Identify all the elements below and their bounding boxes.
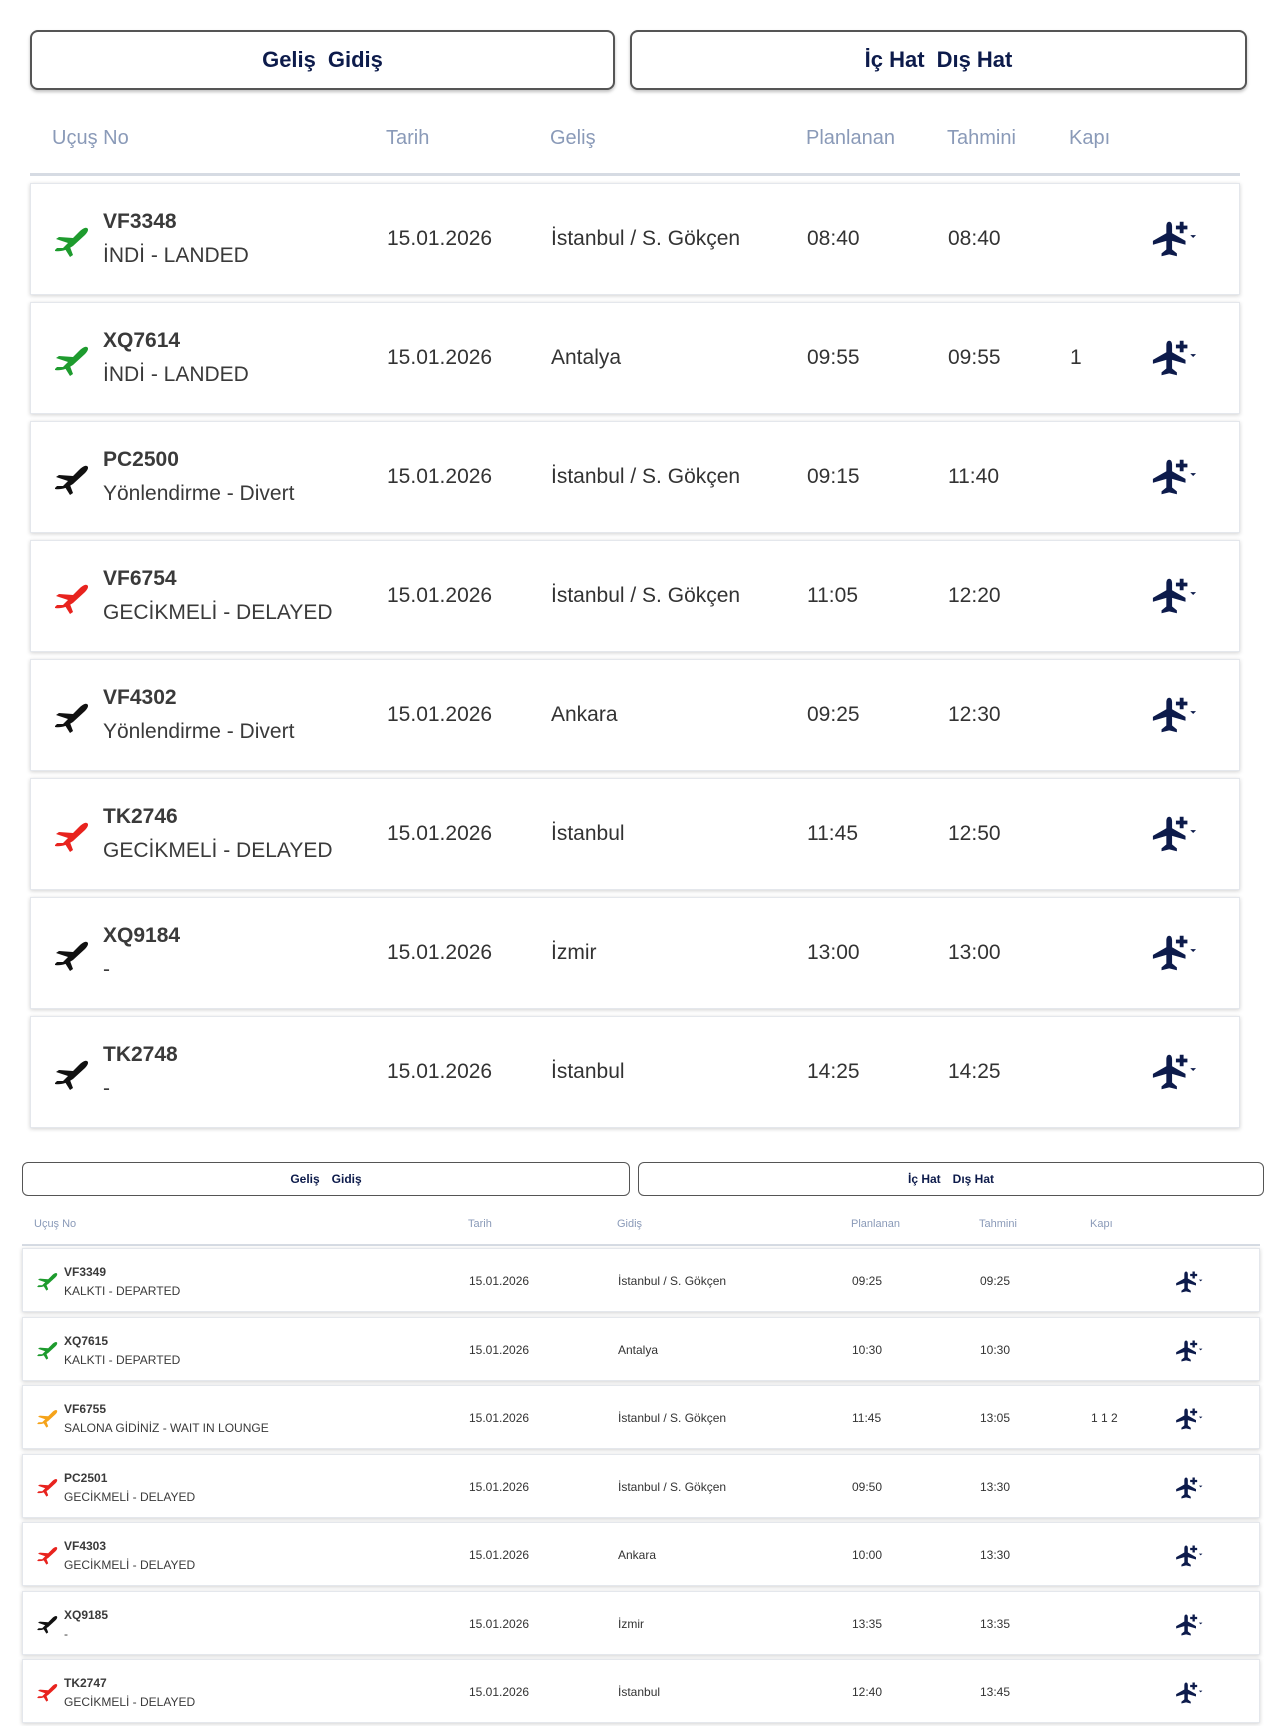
planned-time: 08:40 — [807, 227, 860, 250]
planned-time: 14:25 — [807, 1060, 860, 1083]
header-planned: Planlanan — [806, 127, 895, 149]
planned-time: 10:30 — [852, 1342, 883, 1357]
flight-status: - — [103, 1077, 110, 1100]
flight-row[interactable] — [22, 1385, 1260, 1449]
flight-number: PC2501 — [64, 1470, 108, 1485]
flight-status: İNDİ - LANDED — [103, 244, 249, 267]
table-header — [0, 127, 1280, 157]
estimated-time: 13:30 — [980, 1548, 1011, 1562]
notification-plane-icon[interactable] — [1175, 1542, 1203, 1575]
flight-city: İzmir — [618, 1616, 644, 1631]
plane-status-icon — [35, 1680, 59, 1709]
flight-status: KALKTI - DEPARTED — [64, 1284, 181, 1298]
notification-plane-icon[interactable] — [1151, 811, 1197, 862]
flight-date: 15.01.2026 — [387, 465, 493, 488]
notification-plane-icon[interactable] — [1175, 1268, 1203, 1301]
estimated-time: 11:40 — [948, 465, 999, 488]
flight-row[interactable] — [30, 1016, 1240, 1128]
flight-city: Ankara — [618, 1548, 657, 1562]
flight-date: 15.01.2026 — [387, 584, 493, 607]
flight-status: KALKTI - DEPARTED — [64, 1352, 181, 1367]
flight-number: VF4303 — [64, 1539, 107, 1553]
flight-number: XQ7614 — [103, 329, 181, 352]
header-estimated: Tahmini — [947, 127, 1016, 149]
toggle-departure[interactable]: Gidiş — [327, 47, 383, 72]
plane-status-icon — [51, 221, 91, 266]
toggle-international[interactable]: Dış Hat — [952, 1172, 995, 1186]
flight-date: 15.01.2026 — [387, 227, 493, 250]
flight-row[interactable] — [22, 1317, 1260, 1381]
flight-date: 15.01.2026 — [387, 1060, 493, 1083]
estimated-time: 09:25 — [980, 1274, 1011, 1288]
estimated-time: 14:25 — [948, 1060, 1001, 1083]
notification-plane-icon[interactable] — [1175, 1337, 1203, 1370]
flight-type-toggle — [630, 30, 1247, 90]
flight-date: 15.01.2026 — [387, 703, 493, 726]
flight-status: Yönlendirme - Divert — [103, 482, 295, 505]
flight-number: TK2746 — [103, 805, 178, 828]
plane-status-icon — [51, 459, 91, 504]
flight-date: 15.01.2026 — [387, 941, 493, 964]
planned-time: 11:05 — [807, 584, 858, 607]
flight-city: İstanbul / S. Gökçen — [551, 584, 741, 607]
table-header — [0, 1218, 1280, 1236]
planned-time: 09:25 — [852, 1274, 883, 1288]
flight-row[interactable] — [22, 1591, 1260, 1655]
flight-row[interactable] — [30, 302, 1240, 414]
plane-status-icon — [35, 1338, 59, 1367]
flight-city: İstanbul / S. Gökçen — [618, 1411, 727, 1425]
notification-plane-icon[interactable] — [1151, 216, 1197, 267]
flight-date: 15.01.2026 — [469, 1616, 530, 1631]
planned-time: 11:45 — [807, 822, 858, 845]
flight-date: 15.01.2026 — [469, 1548, 530, 1562]
plane-status-icon — [51, 340, 91, 385]
notification-plane-icon[interactable] — [1175, 1405, 1203, 1438]
flight-status: - — [103, 958, 110, 981]
flight-city: İstanbul / S. Gökçen — [551, 227, 741, 250]
estimated-time: 10:30 — [980, 1342, 1011, 1357]
header-divider — [22, 1244, 1260, 1246]
header-estimated: Tahmini — [979, 1218, 1017, 1230]
direction-toggle — [30, 30, 615, 90]
notification-plane-icon[interactable] — [1175, 1474, 1203, 1507]
flight-date: 15.01.2026 — [469, 1274, 530, 1288]
flight-number: TK2747 — [64, 1676, 107, 1690]
plane-status-icon — [51, 1054, 91, 1099]
toggle-international[interactable]: Dış Hat — [936, 47, 1013, 72]
flight-status: GECİKMELİ - DELAYED — [103, 839, 333, 862]
flight-type-toggle — [638, 1162, 1264, 1196]
toggle-domestic[interactable]: İç Hat — [907, 1172, 941, 1186]
estimated-time: 08:40 — [948, 227, 1001, 250]
flight-date: 15.01.2026 — [469, 1685, 530, 1699]
flight-row[interactable] — [30, 659, 1240, 771]
estimated-time: 12:20 — [948, 584, 1001, 607]
flight-city: İstanbul — [618, 1685, 661, 1699]
estimated-time: 12:50 — [948, 822, 1001, 845]
direction-toggle — [22, 1162, 630, 1196]
estimated-time: 13:00 — [948, 941, 1001, 964]
notification-plane-icon[interactable] — [1151, 335, 1197, 386]
flight-city: Antalya — [551, 346, 622, 369]
header-gate: Kapı — [1069, 127, 1111, 149]
planned-time: 09:50 — [852, 1479, 883, 1494]
flight-row[interactable] — [22, 1454, 1260, 1518]
flight-row[interactable] — [30, 897, 1240, 1009]
flight-row[interactable] — [30, 421, 1240, 533]
flight-status: GECİKMELİ - DELAYED — [64, 1558, 196, 1572]
flight-number: VF3349 — [64, 1265, 107, 1279]
estimated-time: 13:45 — [980, 1685, 1011, 1699]
flight-status: - — [64, 1626, 68, 1641]
planned-time: 09:25 — [807, 703, 860, 726]
planned-time: 10:00 — [852, 1548, 883, 1562]
plane-status-icon — [35, 1269, 59, 1298]
notification-plane-icon[interactable] — [1175, 1611, 1203, 1644]
toggle-departure[interactable]: Gidiş — [331, 1172, 362, 1186]
estimated-time: 09:55 — [948, 346, 1001, 369]
toggle-arrival[interactable]: Geliş — [262, 47, 316, 72]
plane-status-icon — [51, 935, 91, 980]
flight-row[interactable] — [30, 778, 1240, 890]
flight-row[interactable] — [22, 1248, 1260, 1312]
flight-city: İstanbul / S. Gökçen — [618, 1479, 727, 1494]
flight-date: 15.01.2026 — [469, 1411, 530, 1425]
plane-status-icon — [51, 697, 91, 742]
flight-status: GECİKMELİ - DELAYED — [64, 1695, 196, 1709]
flight-city: İstanbul — [551, 822, 625, 845]
notification-plane-icon[interactable] — [1175, 1679, 1203, 1712]
gate-number: 1 1 2 — [1091, 1411, 1118, 1425]
header-flight-no: Uçuş No — [34, 1218, 77, 1230]
plane-status-icon — [35, 1612, 59, 1641]
header-date: Tarih — [468, 1218, 492, 1230]
flight-number: XQ7615 — [64, 1333, 109, 1348]
header-flight-no: Uçuş No — [52, 127, 129, 149]
flight-row[interactable] — [22, 1659, 1260, 1723]
flight-number: XQ9184 — [103, 924, 181, 947]
flight-date: 15.01.2026 — [387, 822, 493, 845]
gate-number: 1 — [1070, 346, 1082, 369]
flight-number: VF3348 — [103, 210, 177, 233]
flight-number: VF4302 — [103, 686, 177, 709]
flight-city: İstanbul — [551, 1060, 625, 1083]
flight-city: İzmir — [551, 941, 597, 964]
planned-time: 12:40 — [852, 1685, 883, 1699]
notification-plane-icon[interactable] — [1151, 930, 1197, 981]
header-gate: Kapı — [1090, 1218, 1113, 1230]
plane-status-icon — [35, 1543, 59, 1572]
estimated-time: 12:30 — [948, 703, 1001, 726]
notification-plane-icon[interactable] — [1151, 454, 1197, 505]
flight-status: GECİKMELİ - DELAYED — [64, 1489, 196, 1504]
flight-date: 15.01.2026 — [469, 1342, 530, 1357]
toggle-arrival[interactable]: Geliş — [290, 1172, 320, 1186]
flight-number: TK2748 — [103, 1043, 178, 1066]
flight-number: PC2500 — [103, 448, 179, 471]
notification-plane-icon[interactable] — [1151, 573, 1197, 624]
flight-status: Yönlendirme - Divert — [103, 720, 295, 743]
flight-status: SALONA GİDİNİZ - WAIT IN LOUNGE — [64, 1421, 269, 1435]
flight-row[interactable] — [30, 540, 1240, 652]
flight-date: 15.01.2026 — [387, 346, 493, 369]
plane-status-icon — [35, 1406, 59, 1435]
header-planned: Planlanan — [851, 1218, 900, 1230]
flight-number: XQ9185 — [64, 1607, 109, 1622]
notification-plane-icon[interactable] — [1151, 692, 1197, 743]
plane-status-icon — [51, 816, 91, 861]
flight-status: İNDİ - LANDED — [103, 363, 249, 386]
flight-number: VF6755 — [64, 1402, 107, 1416]
planned-time: 13:35 — [852, 1616, 883, 1631]
header-city: Gidiş — [617, 1218, 643, 1230]
flight-city: İstanbul / S. Gökçen — [618, 1274, 727, 1288]
flight-city: İstanbul / S. Gökçen — [551, 465, 741, 488]
estimated-time: 13:30 — [980, 1479, 1011, 1494]
header-date: Tarih — [386, 127, 430, 149]
notification-plane-icon[interactable] — [1151, 1049, 1197, 1100]
flight-row[interactable] — [22, 1522, 1260, 1586]
planned-time: 09:15 — [807, 465, 860, 488]
flight-row[interactable] — [30, 183, 1240, 295]
flight-city: Ankara — [551, 703, 618, 726]
flight-number: VF6754 — [103, 567, 177, 590]
flight-status: GECİKMELİ - DELAYED — [103, 601, 333, 624]
plane-status-icon — [35, 1475, 59, 1504]
estimated-time: 13:35 — [980, 1616, 1011, 1631]
planned-time: 11:45 — [852, 1411, 882, 1425]
estimated-time: 13:05 — [980, 1411, 1011, 1425]
planned-time: 09:55 — [807, 346, 860, 369]
header-city: Geliş — [550, 127, 596, 149]
plane-status-icon — [51, 578, 91, 623]
flight-date: 15.01.2026 — [469, 1479, 530, 1494]
planned-time: 13:00 — [807, 941, 860, 964]
header-divider — [30, 173, 1240, 176]
flight-city: Antalya — [618, 1342, 659, 1357]
toggle-domestic[interactable]: İç Hat — [864, 47, 925, 72]
